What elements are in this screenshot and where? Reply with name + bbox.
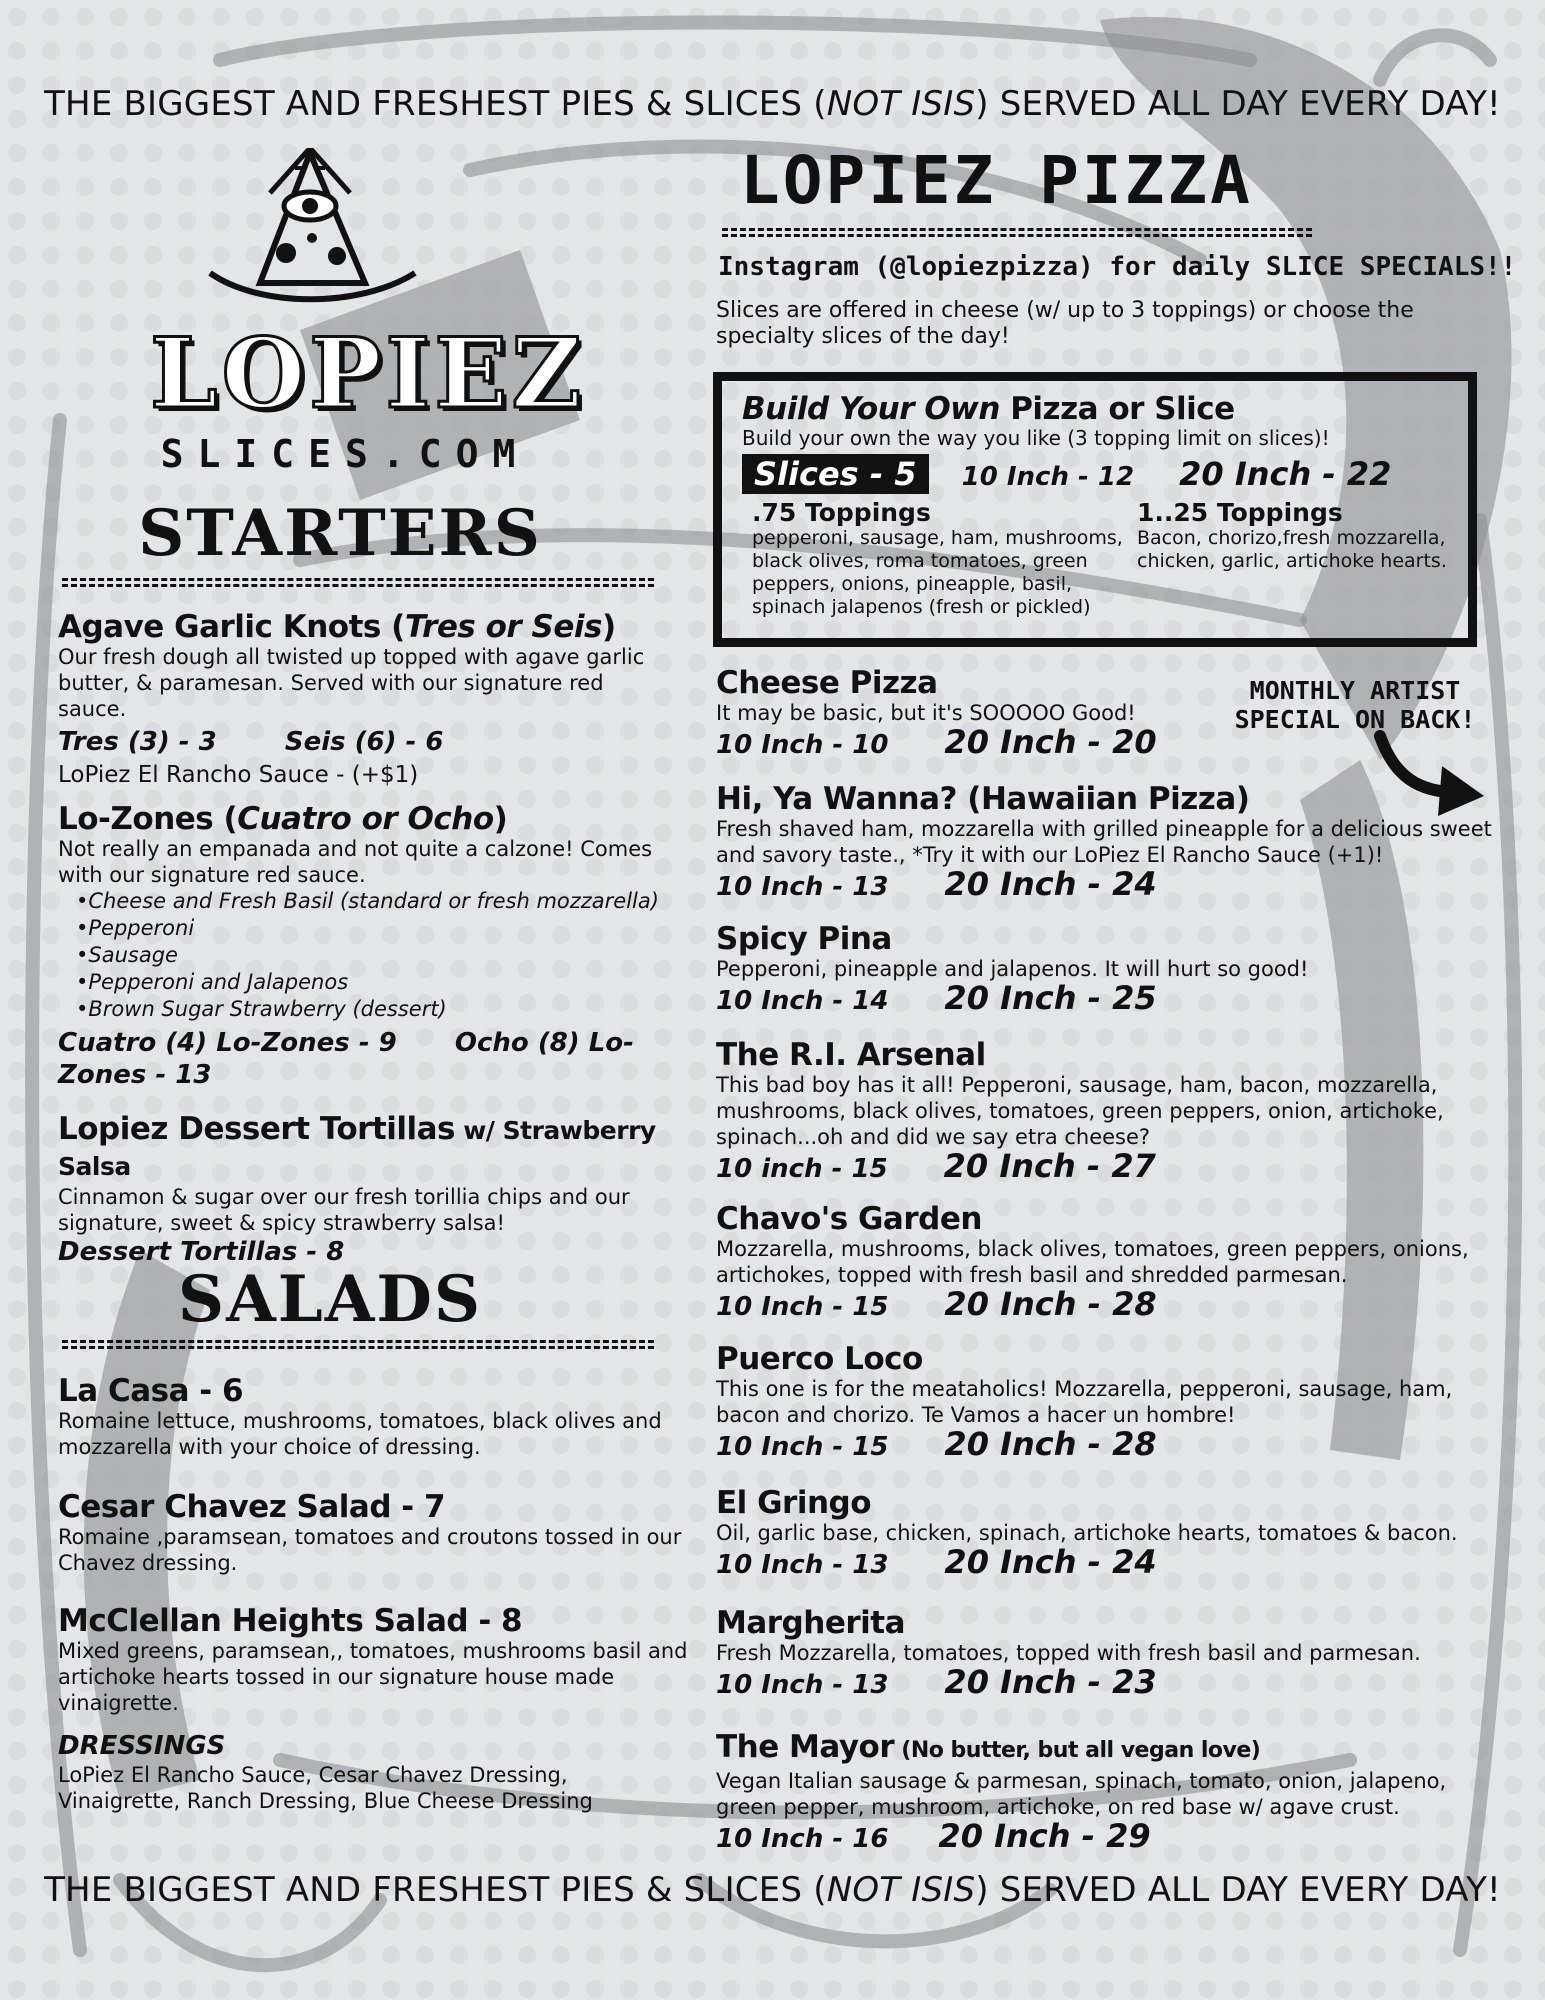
list-item: •Pepperoni and Jalapenos — [76, 970, 349, 994]
pizza-divider — [722, 228, 1312, 237]
salads-divider — [62, 1340, 654, 1349]
slices-intro: Slices are offered in cheese (w/ up to 3 toppings) or choose the specialty slices of the day! — [716, 298, 1414, 349]
pizza-hawaiian — [716, 782, 1496, 903]
garlic-knots — [58, 610, 698, 788]
pizza-prices: 10 Inch - 15 20 Inch - 28 — [716, 1425, 1157, 1463]
starters-heading: STARTERS — [138, 496, 542, 571]
pizza-prices: 10 inch - 15 20 Inch - 27 — [716, 1147, 1156, 1185]
lo-zones-prices — [58, 1027, 698, 1091]
tagline-top: THE BIGGEST AND FRESHEST PIES & SLICES (NOT ISIS) SERVED ALL DAY EVERY DAY! — [44, 84, 1501, 124]
price-cuatro: Cuatro (4) Lo-Zones - 9 — [58, 1028, 397, 1058]
garlic-knots-title: Agave Garlic Knots (Tres or Seis) — [58, 609, 616, 645]
salad-desc: Mixed greens, paramsean,, tomatoes, mushrooms basil and artichoke hearts tossed in our signature house made vinaigrette. — [58, 1639, 688, 1715]
byo-price-20: 20 Inch - 22 — [1179, 455, 1392, 493]
pizza-desc: Vegan Italian sausage & parmesan, spinach, tomato, onion, jalapeno, green pepper, mushroom, artichoke, on red base w/ agave crust. — [716, 1769, 1447, 1819]
slices-price-tag: Slices - 5 — [742, 454, 929, 494]
pizza-desc: Oil, garlic base, chicken, spinach, artichoke hearts, tomatoes & bacon. — [716, 1521, 1458, 1545]
lo-zones-list — [58, 888, 698, 1023]
list-item: •Cheese and Fresh Basil (standard or fresh mozzarella) — [76, 889, 659, 913]
list-item: •Sausage — [76, 943, 178, 967]
salad-cesar-chavez — [58, 1490, 698, 1576]
toppings-tier-b-list: Bacon, chorizo,fresh mozzarella, chicken, garlic, artichoke hearts. — [1137, 527, 1447, 572]
pizza-desc: This one is for the meataholics! Mozzarella, pepperoni, sausage, ham, bacon and chorizo. Te Vamos a hacer un hombre! — [716, 1377, 1453, 1427]
price-tres: Tres (3) - 3 — [58, 727, 217, 757]
pizza-prices: 10 Inch - 16 20 Inch - 29 — [716, 1817, 1151, 1855]
pizza-margherita — [716, 1606, 1496, 1701]
pizza-title: The R.I. Arsenal — [716, 1037, 986, 1073]
byo-toppings — [742, 498, 1462, 619]
salad-desc: Romaine lettuce, mushrooms, tomatoes, black olives and mozzarella with your choice of dressing. — [58, 1409, 662, 1459]
pizza-desc: This bad boy has it all! Pepperoni, sausage, ham, bacon, mozzarella, mushrooms, black olives, tomatoes, green peppers, onion, artichoke, spinach...oh and did we say etra cheese? — [716, 1073, 1444, 1149]
pizza-title: Cheese Pizza — [716, 665, 938, 701]
pizza-eye-icon — [200, 148, 420, 308]
starters-divider — [62, 578, 654, 587]
pizza-prices: 10 Inch - 13 20 Inch - 23 — [716, 1663, 1157, 1701]
build-your-own — [742, 392, 1462, 619]
toppings-tier-b — [1137, 498, 1457, 619]
pizza-puerco-loco — [716, 1342, 1496, 1463]
byo-price-10: 10 Inch - 12 — [961, 462, 1135, 492]
byo-subtitle: Build your own the way you like (3 topping limit on slices)! — [742, 426, 1330, 450]
dessert-tortillas — [58, 1112, 718, 1268]
toppings-tier-b-title: 1..25 Toppings — [1137, 498, 1343, 527]
pizza-desc: Pepperoni, pineapple and jalapenos. It will hurt so good! — [716, 957, 1309, 981]
pizza-desc: Mozzarella, mushrooms, black olives, tomatoes, green peppers, onions, artichokes, topped with fresh basil and shredded parmesan. — [716, 1237, 1469, 1287]
tagline-bottom: THE BIGGEST AND FRESHEST PIES & SLICES (NOT ISIS) SERVED ALL DAY EVERY DAY! — [44, 1870, 1501, 1910]
pizza-prices: 10 Inch - 13 20 Inch - 24 — [716, 1543, 1157, 1581]
salad-title: Cesar Chavez Salad - 7 — [58, 1489, 446, 1525]
pizza-chavos-garden — [716, 1202, 1496, 1323]
salad-la-casa — [58, 1374, 698, 1460]
pizza-desc: Fresh shaved ham, mozzarella with grilled pineapple for a delicious sweet and savory taste., *Try it with our LoPiez El Rancho Sauce (+1)! — [716, 817, 1492, 867]
pizza-title: Hi, Ya Wanna? (Hawaiian Pizza) — [716, 781, 1250, 817]
dessert-tortillas-price: Dessert Tortillas - 8 — [58, 1237, 345, 1267]
lo-zones-desc: Not really an empanada and not quite a calzone! Comes with our signature red sauce. — [58, 837, 653, 887]
pizza-desc: Fresh Mozzarella, tomatoes, topped with fresh basil and parmesan. — [716, 1641, 1421, 1665]
instagram-note: Instagram (@lopiezpizza) for daily SLICE SPECIALS!! — [718, 252, 1517, 282]
pizza-prices: 10 Inch - 10 20 Inch - 20 — [716, 723, 1157, 761]
pizza-title: Puerco Loco — [716, 1341, 923, 1377]
garlic-knots-prices — [58, 726, 698, 758]
dessert-tortillas-desc: Cinnamon & sugar over our fresh torillia chips and our signature, sweet & spicy strawberry salsa! — [58, 1185, 630, 1235]
salad-title: La Casa - 6 — [58, 1373, 244, 1409]
pizza-title: The Mayor (No butter, but all vegan love) — [716, 1729, 1261, 1765]
pizza-desc: It may be basic, but it's SOOOOO Good! — [716, 701, 1136, 725]
list-item: •Brown Sugar Strawberry (dessert) — [76, 997, 447, 1021]
pizza-heading: LOPIEZ PIZZA — [740, 142, 1253, 219]
dressings-list: LoPiez El Rancho Sauce, Cesar Chavez Dressing, Vinaigrette, Ranch Dressing, Blue Cheese Dressing — [58, 1763, 593, 1813]
byo-title: Build Your Own Pizza or Slice — [742, 391, 1235, 427]
salad-mcclellan-heights — [58, 1604, 698, 1716]
monthly-artist-note: MONTHLY ARTIST SPECIAL ON BACK! — [1234, 676, 1476, 734]
list-item: •Pepperoni — [76, 916, 195, 940]
pizza-spicy-pina — [716, 922, 1496, 1017]
price-ocho: Ocho (8) Lo-Zones - 13 — [58, 1028, 634, 1090]
dessert-tortillas-title: Lopiez Dessert Tortillas w/ Strawberry Salsa — [58, 1111, 656, 1181]
pizza-title: Margherita — [716, 1605, 905, 1641]
dressings-title: DRESSINGS — [58, 1731, 226, 1761]
price-seis: Seis (6) - 6 — [284, 727, 444, 757]
logo-site: SLICES.COM — [160, 432, 530, 476]
pizza-el-gringo — [716, 1486, 1496, 1581]
toppings-tier-a-title: .75 Toppings — [752, 498, 931, 527]
dressings — [58, 1730, 698, 1814]
lo-zones-title: Lo-Zones (Cuatro or Ocho) — [58, 801, 508, 837]
pizza-prices: 10 Inch - 14 20 Inch - 25 — [716, 979, 1157, 1017]
logo-wordmark: LOPIEZ — [150, 317, 586, 430]
pizza-title: Spicy Pina — [716, 921, 892, 957]
pizza-cheese — [716, 666, 1216, 761]
salads-heading: SALADS — [177, 1262, 483, 1337]
pizza-title: El Gringo — [716, 1485, 872, 1521]
garlic-knots-desc: Our fresh dough all twisted up topped with agave garlic butter, & paramesan. Served with our signature red sauce. — [58, 645, 645, 721]
pizza-prices: 10 Inch - 13 20 Inch - 24 — [716, 865, 1157, 903]
pizza-the-mayor — [716, 1730, 1506, 1855]
pizza-ri-arsenal — [716, 1038, 1496, 1185]
byo-prices — [742, 454, 1462, 494]
pizza-title: Chavo's Garden — [716, 1201, 982, 1237]
toppings-tier-a — [752, 498, 1127, 619]
toppings-tier-a-list: pepperoni, sausage, ham, mushrooms, black olives, roma tomatoes, green peppers, onions, pineapple, basil, spinach jalapenos (fresh or pickled) — [752, 527, 1123, 618]
salad-title: McClellan Heights Salad - 8 — [58, 1603, 523, 1639]
rancho-sauce-addon: LoPiez El Rancho Sauce - (+$1) — [58, 762, 419, 788]
salad-desc: Romaine ,paramsean, tomatoes and croutons tossed in our Chavez dressing. — [58, 1525, 682, 1575]
pizza-prices: 10 Inch - 15 20 Inch - 28 — [716, 1285, 1157, 1323]
lo-zones — [58, 802, 698, 1091]
